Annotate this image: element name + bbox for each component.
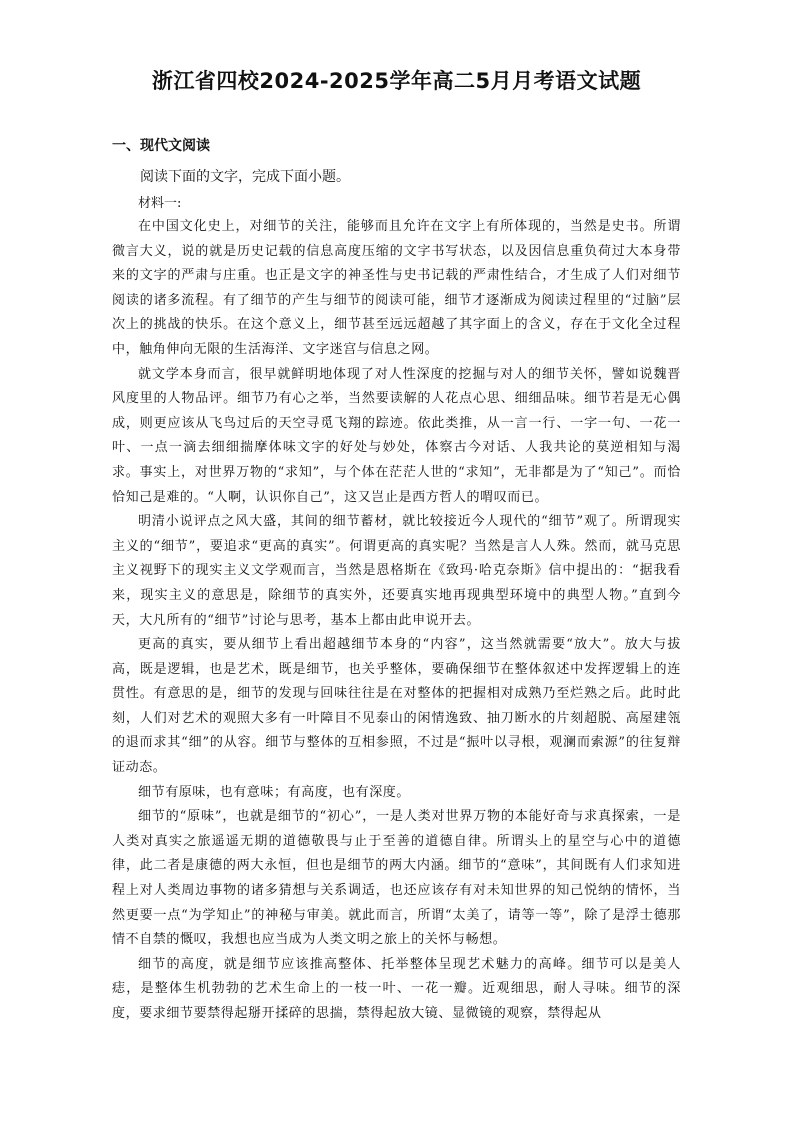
paragraph: 就文学本身而言，很早就鲜明地体现了对人性深度的挖掘与对人的细节关怀，譬如说魏晋风度里的人物品评。细节乃有心之举，当然要读解的人花点心思、细细品味。细节若是无心偶成，则更应该从飞鸟过后的天空寻觅飞翔的踪迹。依此类推，从一言一行、一字一句、一花一叶、一点一滴去细细揣摩体味文字的好处与妙处，体察古今对话、人我共论的莫逆相知与渴求。事实上，对世界万物的“求知”，与个体在茫茫人世的“求知”，无非都是为了“知己”。而恰恰知己是难的。“人啊，认识你自己”，这又岂止是西方哲人的喟叹而已。	[112, 366, 681, 505]
paragraph: 在中国文化史上，对细节的关注，能够而且允许在文字上有所体现的，当然是史书。所谓微言大义，说的就是历史记载的信息高度压缩的文字书写状态，以及因信息重负荷过大本身带来的文字的严肃与庄重。也正是文字的神圣性与史书记载的严肃性结合，才生成了人们对细节阅读的诸多流程。有了细节的产生与细节的阅读可能，细节才逐渐成为阅读过程里的“过脑”层次上的挑战的快乐。在这个意义上，细节甚至远远超越了其字面上的含义，存在于文化全过程中，触角伸向无限的生活海洋、文字迷宫与信息之网。	[112, 219, 681, 357]
reading-instruction: 阅读下面的文字，完成下面小题。	[140, 169, 350, 185]
paragraph: 细节的“原味”，也就是细节的“初心”，一是人类对世界万物的本能好奇与求真探索，一是人类对真实之旅遥遥无期的道德敬畏与止于至善的道德自律。所谓头上的星空与心中的道德律，此二者是康德的两大永恒，但也是细节的两大内涵。细节的“意味”，其间既有人们求知进程上对人类周边事物的诸多猜想与关系调适，也还应该存有对未知世界的知己悦纳的情怀，当然更要一点“为学知止”的神秘与审美。就此而言，所谓“太美了，请等一等”，除了是浮士德那情不自禁的慨叹，我想也应当成为人类文明之旅上的关怀与畅想。	[112, 809, 681, 948]
paragraph: 明清小说评点之风大盛，其间的细节蓄材，就比较接近今人现代的“细节”观了。所谓现实主义的“细节”，要追求“更高的真实”。何谓更高的真实呢？当然是言人人殊。然而，就马克思主义视野下的现实主义文学观而言，当然是恩格斯在《致玛·哈克奈斯》信中提出的：“据我看来，现实主义的意思是，除细节的真实外，还要真实地再现典型环境中的典型人物。”直到今天，大凡所有的“细节”讨论与思考，基本上都由此申说开去。	[112, 514, 681, 628]
material-label: 材料一:	[138, 196, 182, 211]
paragraph: 细节有原味，也有意味；有高度，也有深度。	[138, 784, 411, 800]
section-heading: 一、现代文阅读	[112, 138, 210, 154]
paragraph: 细节的高度，就是细节应该推高整体、托举整体呈现艺术魅力的高峰。细节可以是美人痣，是整体生机勃勃的艺术生命上的一枝一叶、一花一瓣。近观细思，耐人寻味。细节的深度，要求细节要禁得起掰开揉碎的思揣，禁得起放大镜、显微镜的观察，禁得起从	[112, 956, 681, 1021]
page-title: 浙江省四校2024-2025学年高二5月月考语文试题	[151, 69, 642, 93]
paragraph: 更高的真实，要从细节上看出超越细节本身的“内容”，这当然就需要“放大”。放大与拔高，既是逻辑，也是艺术，既是细节，也关乎整体，要确保细节在整体叙述中发挥逻辑上的连贯性。有意思的是，细节的发现与回味往往是在对整体的把握相对成熟乃至烂熟之后。此时此刻，人们对艺术的观照大多有一叶障目不见泰山的闲情逸致、抽刀断水的片刻超脱、高屋建瓴的退而求其“细”的从容。细节与整体的互相参照，不过是“振叶以寻根，观澜而索源”的往复辩证动态。	[112, 637, 681, 776]
